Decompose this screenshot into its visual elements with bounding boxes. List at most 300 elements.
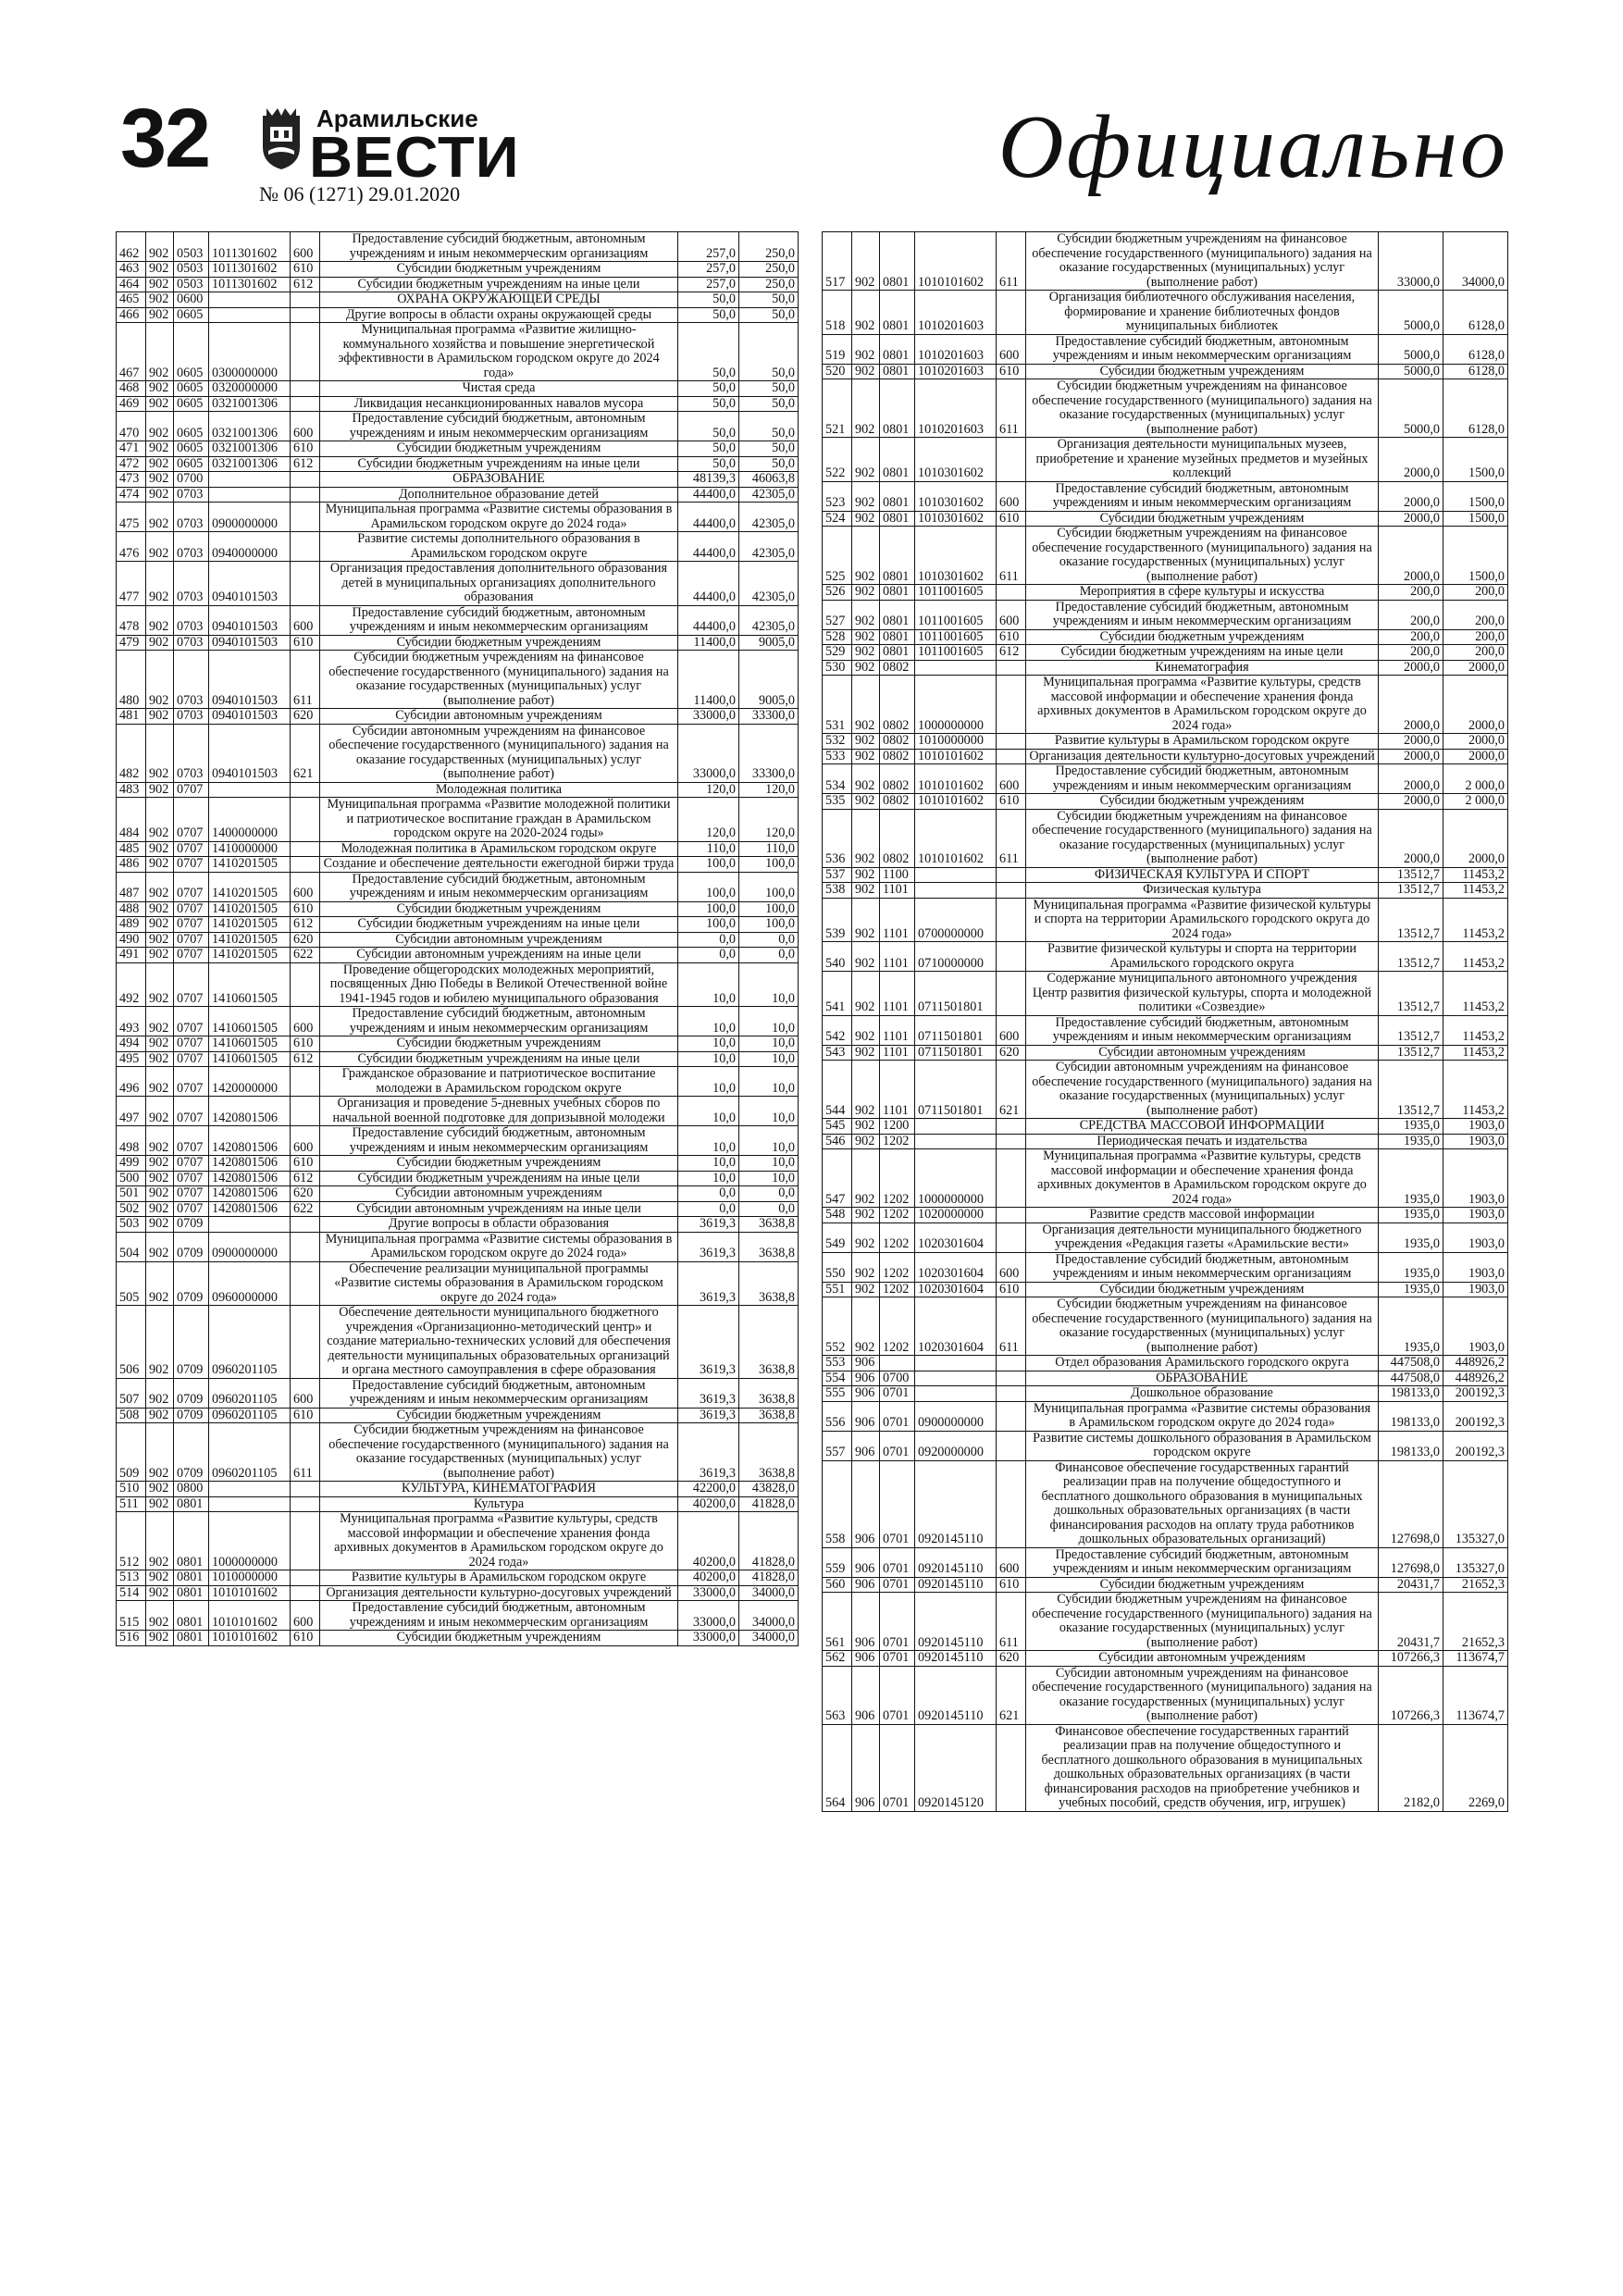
- table-row: [823, 527, 1508, 585]
- expense-type-cell: [997, 660, 1026, 676]
- amount-2022-cell: 34000,0: [739, 1585, 799, 1601]
- section-code-cell: 0703: [174, 724, 209, 782]
- amount-2021-cell: 33000,0: [678, 724, 739, 782]
- amount-2021-cell: 2000,0: [1379, 794, 1443, 810]
- amount-2021-cell: 13512,7: [1379, 942, 1443, 972]
- description-cell: КУЛЬТУРА, КИНЕМАТОГРАФИЯ: [320, 1482, 678, 1497]
- amount-2021-cell: 10,0: [678, 1126, 739, 1156]
- section-code-cell: 0802: [880, 749, 915, 764]
- row-number-cell: 470: [117, 412, 146, 441]
- target-code-cell: 1011301602: [209, 232, 291, 262]
- expense-type-cell: 620: [291, 932, 320, 948]
- expense-type-cell: [997, 1371, 1026, 1386]
- section-code-cell: 0700: [880, 1371, 915, 1386]
- amount-2021-cell: 10,0: [678, 1156, 739, 1172]
- amount-2022-cell: 2000,0: [1443, 660, 1508, 676]
- amount-2022-cell: 10,0: [739, 1097, 799, 1126]
- target-code-cell: 1010101602: [915, 764, 997, 794]
- target-code-cell: 1011301602: [209, 262, 291, 278]
- expense-type-cell: [291, 323, 320, 381]
- section-code-cell: 0707: [174, 901, 209, 917]
- city-emblem-icon: [259, 106, 304, 171]
- amount-2022-cell: 2000,0: [1443, 734, 1508, 750]
- amount-2022-cell: 2269,0: [1443, 1724, 1508, 1811]
- target-code-cell: 1010201603: [915, 364, 997, 379]
- row-number-cell: 558: [823, 1460, 852, 1547]
- amount-2021-cell: 257,0: [678, 232, 739, 262]
- table-row: [823, 334, 1508, 364]
- section-code-cell: 0703: [174, 532, 209, 562]
- amount-2021-cell: 33000,0: [1379, 232, 1443, 291]
- expense-type-cell: 600: [997, 481, 1026, 511]
- table-row: [117, 1201, 799, 1217]
- description-cell: Субсидии бюджетным учреждениям на финансовое обеспечение государственного (муниципального) задания на оказание государственных (муниципальных) услуг (выполнение работ): [1026, 379, 1379, 438]
- target-code-cell: 1010301602: [915, 511, 997, 527]
- brand-main-text: ВЕСТИ: [309, 126, 520, 190]
- table-row: [823, 764, 1508, 794]
- row-number-cell: 521: [823, 379, 852, 438]
- table-row: [823, 1356, 1508, 1371]
- section-code-cell: 1101: [880, 972, 915, 1016]
- amount-2021-cell: 200,0: [1379, 600, 1443, 629]
- amount-2022-cell: 34000,0: [739, 1601, 799, 1631]
- amount-2021-cell: 33000,0: [678, 1601, 739, 1631]
- expense-type-cell: [291, 841, 320, 857]
- row-number-cell: 516: [117, 1631, 146, 1646]
- row-number-cell: 487: [117, 872, 146, 901]
- description-cell: Предоставление субсидий бюджетным, автономным учреждениям и иным некоммерческим организациям: [1026, 334, 1379, 364]
- ministry-code-cell: 906: [852, 1401, 880, 1431]
- expense-type-cell: 600: [291, 1378, 320, 1408]
- amount-2021-cell: 48139,3: [678, 472, 739, 488]
- amount-2021-cell: 13512,7: [1379, 898, 1443, 942]
- amount-2021-cell: 200,0: [1379, 585, 1443, 601]
- expense-type-cell: 610: [997, 511, 1026, 527]
- expense-type-cell: 611: [997, 527, 1026, 585]
- description-cell: Субсидии автономным учреждениям: [1026, 1651, 1379, 1667]
- ministry-code-cell: 902: [146, 1097, 174, 1126]
- row-number-cell: 539: [823, 898, 852, 942]
- ministry-code-cell: 902: [146, 1306, 174, 1379]
- description-cell: Создание и обеспечение деятельности ежегодной биржи труда: [320, 857, 678, 873]
- section-code-cell: 0707: [174, 1036, 209, 1052]
- target-code-cell: [209, 1217, 291, 1233]
- expense-type-cell: [291, 1306, 320, 1379]
- row-number-cell: 493: [117, 1007, 146, 1036]
- description-cell: Проведение общегородских молодежных мероприятий, посвященных Дню Победы в Великой Отечественной войне 1941-1945 годов и юбилею муниципального образования: [320, 962, 678, 1007]
- description-cell: Субсидии бюджетным учреждениям на иные цели: [320, 1171, 678, 1186]
- target-code-cell: [915, 867, 997, 883]
- amount-2021-cell: 2000,0: [1379, 527, 1443, 585]
- description-cell: Предоставление субсидий бюджетным, автономным учреждениям и иным некоммерческим организациям: [320, 232, 678, 262]
- expense-type-cell: 622: [291, 948, 320, 963]
- row-number-cell: 526: [823, 585, 852, 601]
- amount-2021-cell: 1935,0: [1379, 1134, 1443, 1149]
- amount-2022-cell: 11453,2: [1443, 883, 1508, 899]
- section-code-cell: 0801: [880, 334, 915, 364]
- target-code-cell: 1010301602: [915, 481, 997, 511]
- description-cell: Муниципальная программа «Развитие системы образования в Арамильском городском округе до 2024 года»: [320, 503, 678, 532]
- table-row: [117, 1631, 799, 1646]
- amount-2022-cell: 50,0: [739, 396, 799, 412]
- table-row: [117, 635, 799, 651]
- ministry-code-cell: 902: [146, 503, 174, 532]
- target-code-cell: 1011001605: [915, 585, 997, 601]
- row-number-cell: 551: [823, 1282, 852, 1297]
- ministry-code-cell: 902: [146, 605, 174, 635]
- target-code-cell: [915, 1371, 997, 1386]
- row-number-cell: 496: [117, 1067, 146, 1097]
- section-code-cell: 1101: [880, 1061, 915, 1119]
- ministry-code-cell: 902: [852, 1282, 880, 1297]
- table-row: [823, 645, 1508, 661]
- target-code-cell: 1010201603: [915, 379, 997, 438]
- amount-2021-cell: 33000,0: [678, 709, 739, 725]
- description-cell: Предоставление субсидий бюджетным, автономным учреждениям и иным некоммерческим организациям: [1026, 1015, 1379, 1045]
- ministry-code-cell: 902: [146, 262, 174, 278]
- expense-type-cell: [997, 1222, 1026, 1252]
- amount-2021-cell: 127698,0: [1379, 1547, 1443, 1577]
- amount-2022-cell: 1500,0: [1443, 438, 1508, 482]
- row-number-cell: 500: [117, 1171, 146, 1186]
- amount-2022-cell: 1500,0: [1443, 481, 1508, 511]
- target-code-cell: 1410601505: [209, 1036, 291, 1052]
- table-row: [117, 232, 799, 262]
- amount-2021-cell: 10,0: [678, 1067, 739, 1097]
- target-code-cell: 1410601505: [209, 1007, 291, 1036]
- row-number-cell: 529: [823, 645, 852, 661]
- ministry-code-cell: 902: [146, 798, 174, 842]
- amount-2021-cell: 0,0: [678, 932, 739, 948]
- expense-type-cell: 600: [291, 872, 320, 901]
- expense-type-cell: 621: [291, 724, 320, 782]
- expense-type-cell: 600: [291, 412, 320, 441]
- target-code-cell: 1410201505: [209, 901, 291, 917]
- ministry-code-cell: 902: [146, 1232, 174, 1261]
- section-code-cell: 0605: [174, 441, 209, 457]
- row-number-cell: 533: [823, 749, 852, 764]
- ministry-code-cell: 902: [146, 292, 174, 308]
- section-code-cell: 0801: [174, 1631, 209, 1646]
- target-code-cell: 1000000000: [209, 1512, 291, 1570]
- description-cell: ОБРАЗОВАНИЕ: [1026, 1371, 1379, 1386]
- section-code-cell: 0703: [174, 635, 209, 651]
- row-number-cell: 513: [117, 1570, 146, 1586]
- table-row: [117, 1423, 799, 1482]
- description-cell: Развитие физической культуры и спорта на территории Арамильского городского округа: [1026, 942, 1379, 972]
- description-cell: Финансовое обеспечение государственных гарантий реализации прав на получение общедоступного и бесплатного дошкольного образования в муниципальных дошкольных образовательных организациях (в части финансирования расходов на оплату труда работников дошкольных образовательных организаций): [1026, 1460, 1379, 1547]
- expense-type-cell: [291, 1570, 320, 1586]
- ministry-code-cell: 902: [852, 645, 880, 661]
- amount-2022-cell: 100,0: [739, 901, 799, 917]
- target-code-cell: 1000000000: [915, 1149, 997, 1208]
- ministry-code-cell: 902: [146, 709, 174, 725]
- amount-2022-cell: 42305,0: [739, 605, 799, 635]
- ministry-code-cell: 902: [852, 291, 880, 335]
- target-code-cell: [915, 1356, 997, 1371]
- table-row: [823, 1666, 1508, 1724]
- target-code-cell: 1410000000: [209, 841, 291, 857]
- section-code-cell: 0801: [880, 585, 915, 601]
- ministry-code-cell: 902: [146, 1201, 174, 1217]
- section-code-cell: 0801: [880, 527, 915, 585]
- amount-2021-cell: 100,0: [678, 917, 739, 933]
- amount-2022-cell: 6128,0: [1443, 291, 1508, 335]
- section-code-cell: 0801: [880, 438, 915, 482]
- table-row: [823, 232, 1508, 291]
- description-cell: Обеспечение деятельности муниципального бюджетного учреждения «Организационно-методический центр» и создание материально-технических условий для обеспечения деятельности муниципальных образовательных организаций и органа местного самоуправления в сфере образования: [320, 1306, 678, 1379]
- target-code-cell: 1420801506: [209, 1156, 291, 1172]
- target-code-cell: 1010101602: [915, 232, 997, 291]
- target-code-cell: 1010101602: [915, 809, 997, 867]
- ministry-code-cell: 902: [146, 651, 174, 709]
- target-code-cell: 0960201105: [209, 1408, 291, 1423]
- table-row: [117, 1496, 799, 1512]
- expense-type-cell: 620: [291, 1186, 320, 1202]
- target-code-cell: 1010101602: [209, 1631, 291, 1646]
- description-cell: Субсидии автономным учреждениям на финансовое обеспечение государственного (муниципального) задания на оказание государственных (муниципальных) услуг (выполнение работ): [320, 724, 678, 782]
- target-code-cell: 1010301602: [915, 527, 997, 585]
- expense-type-cell: [997, 676, 1026, 734]
- description-cell: Субсидии бюджетным учреждениям: [320, 262, 678, 278]
- description-cell: Субсидии бюджетным учреждениям: [320, 1156, 678, 1172]
- row-number-cell: 480: [117, 651, 146, 709]
- row-number-cell: 484: [117, 798, 146, 842]
- target-code-cell: 0920145120: [915, 1724, 997, 1811]
- ministry-code-cell: 902: [146, 323, 174, 381]
- table-row: [117, 1306, 799, 1379]
- expense-type-cell: 610: [291, 441, 320, 457]
- target-code-cell: 1410601505: [209, 962, 291, 1007]
- ministry-code-cell: 902: [146, 917, 174, 933]
- target-code-cell: [209, 472, 291, 488]
- expense-type-cell: 600: [291, 1007, 320, 1036]
- section-code-cell: 0801: [174, 1601, 209, 1631]
- amount-2022-cell: 0,0: [739, 1201, 799, 1217]
- amount-2022-cell: 120,0: [739, 798, 799, 842]
- expense-type-cell: [997, 1386, 1026, 1402]
- target-code-cell: 1010000000: [915, 734, 997, 750]
- section-code-cell: 0703: [174, 605, 209, 635]
- description-cell: Субсидии бюджетным учреждениям: [1026, 511, 1379, 527]
- ministry-code-cell: 902: [852, 585, 880, 601]
- row-number-cell: 479: [117, 635, 146, 651]
- amount-2021-cell: 2000,0: [1379, 481, 1443, 511]
- table-row: [823, 972, 1508, 1016]
- section-code-cell: 0802: [880, 660, 915, 676]
- amount-2022-cell: 11453,2: [1443, 942, 1508, 972]
- row-number-cell: 517: [823, 232, 852, 291]
- ministry-code-cell: 902: [146, 1007, 174, 1036]
- section-code-cell: 0801: [880, 645, 915, 661]
- expense-type-cell: 612: [291, 917, 320, 933]
- ministry-code-cell: 902: [852, 749, 880, 764]
- section-code-cell: 0701: [880, 1593, 915, 1651]
- table-row: [117, 323, 799, 381]
- ministry-code-cell: 902: [852, 1061, 880, 1119]
- table-row: [117, 1378, 799, 1408]
- description-cell: Субсидии бюджетным учреждениям на иные цели: [320, 1051, 678, 1067]
- table-row: [823, 585, 1508, 601]
- section-code-cell: 1202: [880, 1297, 915, 1356]
- amount-2022-cell: 50,0: [739, 441, 799, 457]
- expense-type-cell: [291, 381, 320, 397]
- amount-2022-cell: 11453,2: [1443, 1015, 1508, 1045]
- amount-2021-cell: 198133,0: [1379, 1386, 1443, 1402]
- row-number-cell: 543: [823, 1045, 852, 1061]
- ministry-code-cell: 902: [852, 1134, 880, 1149]
- expense-type-cell: [997, 898, 1026, 942]
- ministry-code-cell: 902: [146, 932, 174, 948]
- ministry-code-cell: 902: [146, 857, 174, 873]
- expense-type-cell: 600: [997, 334, 1026, 364]
- ministry-code-cell: 902: [146, 1186, 174, 1202]
- row-number-cell: 557: [823, 1431, 852, 1460]
- amount-2021-cell: 200,0: [1379, 629, 1443, 645]
- amount-2021-cell: 447508,0: [1379, 1371, 1443, 1386]
- amount-2022-cell: 3638,8: [739, 1423, 799, 1482]
- table-row: [823, 1651, 1508, 1667]
- target-code-cell: 1010201603: [915, 334, 997, 364]
- ministry-code-cell: 902: [146, 1217, 174, 1233]
- description-cell: Организация деятельности культурно-досуговых учреждений: [320, 1585, 678, 1601]
- amount-2021-cell: 33000,0: [678, 1585, 739, 1601]
- target-code-cell: 0960000000: [209, 1261, 291, 1306]
- amount-2022-cell: 33300,0: [739, 724, 799, 782]
- expense-type-cell: 600: [291, 1601, 320, 1631]
- expense-type-cell: [291, 1067, 320, 1097]
- amount-2022-cell: 43828,0: [739, 1482, 799, 1497]
- row-number-cell: 550: [823, 1252, 852, 1282]
- target-code-cell: 1010101602: [209, 1585, 291, 1601]
- description-cell: Молодежная политика в Арамильском городском округе: [320, 841, 678, 857]
- target-code-cell: [209, 782, 291, 798]
- section-code-cell: 0801: [174, 1512, 209, 1570]
- description-cell: Субсидии бюджетным учреждениям на финансовое обеспечение государственного (муниципального) задания на оказание государственных (муниципальных) услуг (выполнение работ): [1026, 527, 1379, 585]
- amount-2021-cell: 50,0: [678, 441, 739, 457]
- amount-2021-cell: 40200,0: [678, 1512, 739, 1570]
- table-row: [117, 532, 799, 562]
- expense-type-cell: [291, 307, 320, 323]
- amount-2021-cell: 198133,0: [1379, 1401, 1443, 1431]
- amount-2021-cell: 2000,0: [1379, 660, 1443, 676]
- amount-2021-cell: 100,0: [678, 901, 739, 917]
- amount-2022-cell: 10,0: [739, 1156, 799, 1172]
- amount-2022-cell: 0,0: [739, 948, 799, 963]
- table-row: [117, 1186, 799, 1202]
- expense-type-cell: [997, 585, 1026, 601]
- amount-2021-cell: 257,0: [678, 277, 739, 292]
- expense-type-cell: [291, 962, 320, 1007]
- description-cell: Субсидии автономным учреждениям: [320, 709, 678, 725]
- ministry-code-cell: 902: [146, 1482, 174, 1497]
- row-number-cell: 492: [117, 962, 146, 1007]
- amount-2022-cell: 200,0: [1443, 585, 1508, 601]
- amount-2021-cell: 40200,0: [678, 1570, 739, 1586]
- ministry-code-cell: 906: [852, 1724, 880, 1811]
- section-code-cell: 1202: [880, 1282, 915, 1297]
- section-code-cell: 0801: [880, 511, 915, 527]
- expense-type-cell: 620: [997, 1045, 1026, 1061]
- amount-2022-cell: 6128,0: [1443, 364, 1508, 379]
- expense-type-cell: 612: [291, 277, 320, 292]
- ministry-code-cell: 902: [146, 532, 174, 562]
- ministry-code-cell: 902: [146, 962, 174, 1007]
- description-cell: Субсидии бюджетным учреждениям на финансовое обеспечение государственного (муниципального) задания на оказание государственных (муниципальных) услуг (выполнение работ): [1026, 1297, 1379, 1356]
- table-row: [117, 1217, 799, 1233]
- description-cell: Предоставление субсидий бюджетным, автономным учреждениям и иным некоммерческим организациям: [1026, 481, 1379, 511]
- target-code-cell: 0300000000: [209, 323, 291, 381]
- row-number-cell: 505: [117, 1261, 146, 1306]
- ministry-code-cell: 902: [852, 1222, 880, 1252]
- amount-2021-cell: 120,0: [678, 798, 739, 842]
- target-code-cell: 0940101503: [209, 605, 291, 635]
- target-code-cell: 1410201505: [209, 857, 291, 873]
- amount-2022-cell: 50,0: [739, 456, 799, 472]
- row-number-cell: 563: [823, 1666, 852, 1724]
- section-code-cell: 0605: [174, 307, 209, 323]
- row-number-cell: 486: [117, 857, 146, 873]
- expense-type-cell: 610: [997, 794, 1026, 810]
- section-code-cell: 0701: [880, 1724, 915, 1811]
- target-code-cell: 0920145110: [915, 1666, 997, 1724]
- amount-2021-cell: 1935,0: [1379, 1208, 1443, 1223]
- table-row: [823, 1149, 1508, 1208]
- row-number-cell: 540: [823, 942, 852, 972]
- expense-type-cell: [997, 1119, 1026, 1135]
- target-code-cell: 1011001605: [915, 629, 997, 645]
- expense-type-cell: [291, 503, 320, 532]
- section-code-cell: 0707: [174, 1201, 209, 1217]
- row-number-cell: 525: [823, 527, 852, 585]
- table-row: [117, 1156, 799, 1172]
- amount-2021-cell: 107266,3: [1379, 1666, 1443, 1724]
- target-code-cell: 0940101503: [209, 651, 291, 709]
- table-row: [823, 1593, 1508, 1651]
- section-code-cell: [880, 1356, 915, 1371]
- target-code-cell: 0321001306: [209, 441, 291, 457]
- table-row: [823, 481, 1508, 511]
- expense-type-cell: 610: [997, 364, 1026, 379]
- description-cell: Дошкольное образование: [1026, 1386, 1379, 1402]
- amount-2022-cell: 2 000,0: [1443, 794, 1508, 810]
- row-number-cell: 490: [117, 932, 146, 948]
- amount-2022-cell: 10,0: [739, 1036, 799, 1052]
- target-code-cell: 0920145110: [915, 1547, 997, 1577]
- table-row: [823, 511, 1508, 527]
- amount-2022-cell: 42305,0: [739, 503, 799, 532]
- description-cell: Субсидии бюджетным учреждениям: [320, 635, 678, 651]
- amount-2022-cell: 3638,8: [739, 1232, 799, 1261]
- expense-type-cell: [291, 532, 320, 562]
- amount-2022-cell: 135327,0: [1443, 1460, 1508, 1547]
- row-number-cell: 507: [117, 1378, 146, 1408]
- table-row: [117, 1051, 799, 1067]
- section-code-cell: 0503: [174, 232, 209, 262]
- ministry-code-cell: 906: [852, 1651, 880, 1667]
- budget-table-left: [116, 231, 799, 1646]
- target-code-cell: 0960201105: [209, 1423, 291, 1482]
- amount-2021-cell: 1935,0: [1379, 1282, 1443, 1297]
- description-cell: Предоставление субсидий бюджетным, автономным учреждениям и иным некоммерческим организациям: [1026, 1252, 1379, 1282]
- expense-type-cell: [291, 1261, 320, 1306]
- section-code-cell: 1101: [880, 883, 915, 899]
- ministry-code-cell: 902: [852, 1015, 880, 1045]
- table-row: [823, 1431, 1508, 1460]
- amount-2022-cell: 200,0: [1443, 645, 1508, 661]
- section-code-cell: 1202: [880, 1149, 915, 1208]
- ministry-code-cell: 902: [146, 1408, 174, 1423]
